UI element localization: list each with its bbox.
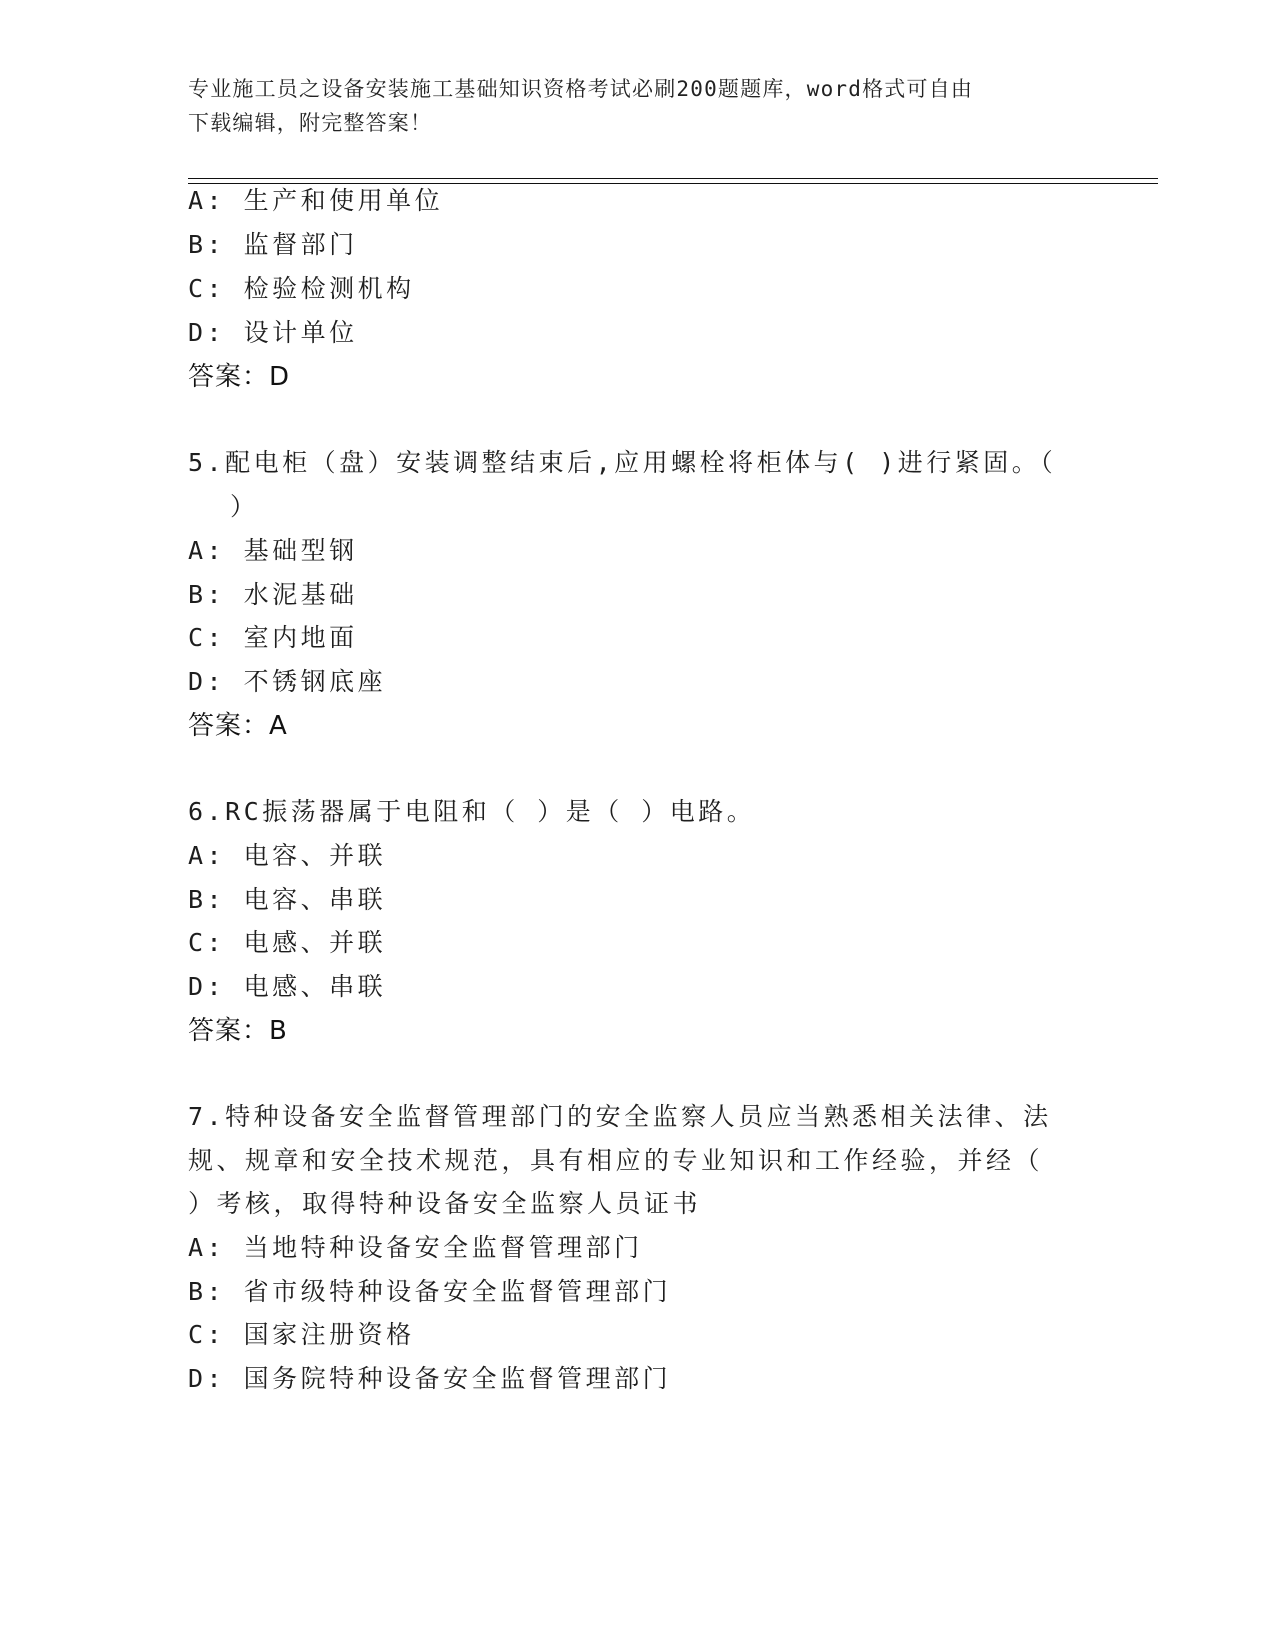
q5-option-b: B: 水泥基础 xyxy=(188,580,358,609)
q6-option-d: D: 电感、串联 xyxy=(188,972,387,1001)
q7-stem-line-3: ）考核，取得特种设备安全监察人员证书 xyxy=(188,1189,702,1218)
q5-option-a: A: 基础型钢 xyxy=(188,536,358,565)
q6-option-a: A: 电容、并联 xyxy=(188,841,387,870)
q6-option-b: B: 电容、串联 xyxy=(188,885,387,914)
q7-option-a: A: 当地特种设备安全监督管理部门 xyxy=(188,1233,643,1262)
q4-option-d: D: 设计单位 xyxy=(188,318,358,347)
header-divider-top xyxy=(188,178,1158,179)
q4-answer: 答案：D xyxy=(188,362,291,392)
q6-answer: 答案：B xyxy=(188,1016,288,1046)
q5-stem-line-2: ） xyxy=(230,492,259,521)
document-header xyxy=(188,72,1068,140)
q5-option-d: D: 不锈钢底座 xyxy=(188,667,387,696)
q4-option-b: B: 监督部门 xyxy=(188,230,358,259)
q6-option-c: C: 电感、并联 xyxy=(188,928,387,957)
q5-answer: 答案：A xyxy=(188,711,288,741)
q7-option-c: C: 国家注册资格 xyxy=(188,1320,415,1349)
q5-stem-line-1: 5.配电柜（盘）安装调整结束后,应用螺栓将柜体与( )进行紧固。（ xyxy=(188,448,1057,477)
header-line-1: 专业施工员之设备安装施工基础知识资格考试必刷200题题库，word格式可自由 xyxy=(188,77,974,101)
q7-option-b: B: 省市级特种设备安全监督管理部门 xyxy=(188,1277,672,1306)
q7-option-d: D: 国务院特种设备安全监督管理部门 xyxy=(188,1364,672,1393)
q7-stem-line-1: 7.特种设备安全监督管理部门的安全监察人员应当熟悉相关法律、法 xyxy=(188,1102,1052,1131)
q5-option-c: C: 室内地面 xyxy=(188,623,358,652)
q7-stem-line-2: 规、规章和安全技术规范，具有相应的专业知识和工作经验，并经（ xyxy=(188,1146,1044,1175)
q4-option-a: A: 生产和使用单位 xyxy=(188,186,444,215)
q4-option-c: C: 检验检测机构 xyxy=(188,274,415,303)
header-line-2: 下载编辑，附完整答案！ xyxy=(188,111,433,135)
q6-stem-line-1: 6.RC振荡器属于电阻和（ ）是（ ）电路。 xyxy=(188,797,756,826)
